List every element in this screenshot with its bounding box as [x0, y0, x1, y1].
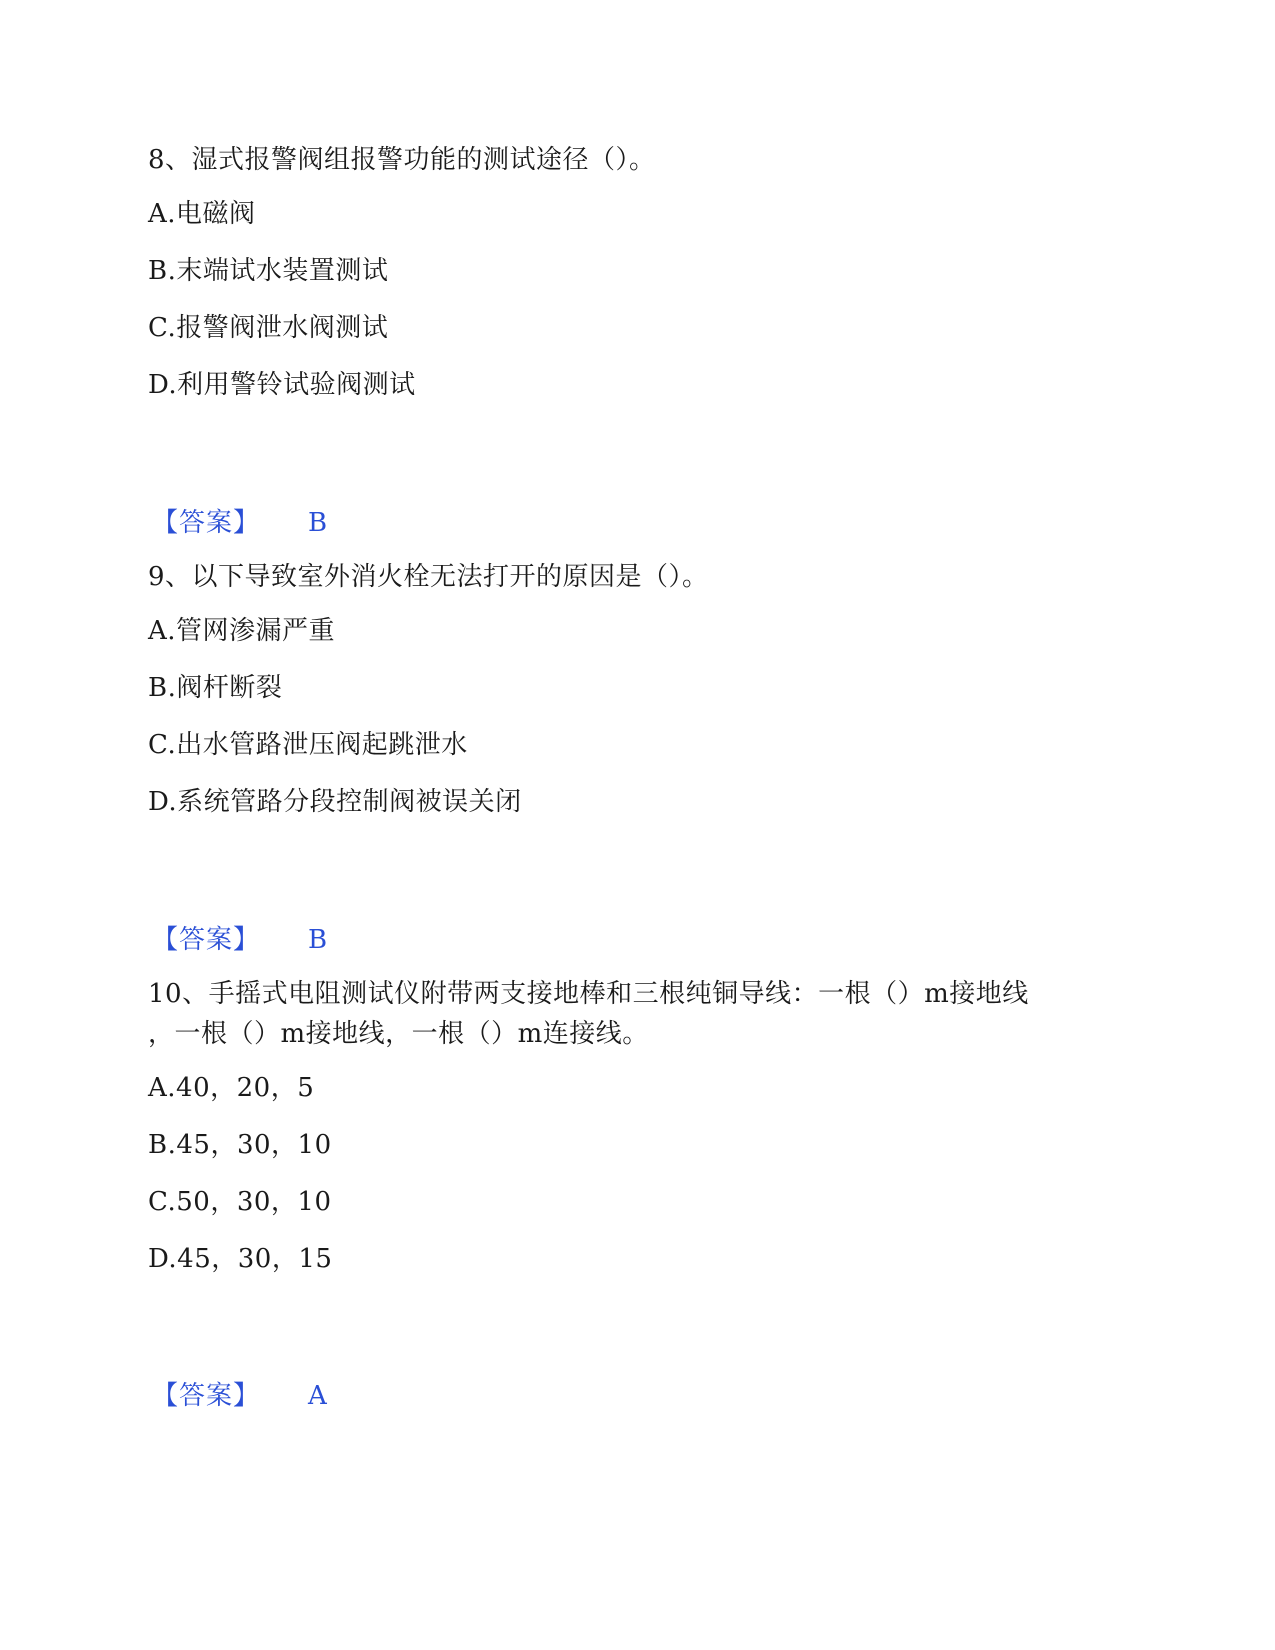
answer-label: 【答案】: [152, 1381, 261, 1411]
option-c: C.报警阀泄水阀测试: [148, 313, 389, 343]
answer-label: 【答案】: [152, 508, 261, 538]
question-9: [148, 557, 1128, 839]
question-stem-line-1: 10、手摇式电阻测试仪附带两支接地棒和三根纯铜导线：一根（）m接地线: [148, 979, 1029, 1009]
question-8: [148, 140, 1128, 422]
question-10: [148, 974, 1128, 1296]
option-d: D.利用警铃试验阀测试: [148, 370, 416, 400]
option-b: B.末端试水装置测试: [148, 256, 389, 286]
answer-label: 【答案】: [152, 925, 261, 955]
option-c: C.出水管路泄压阀起跳泄水: [148, 730, 468, 760]
option-b: B.45，30，10: [148, 1130, 332, 1160]
option-d: D.45，30，15: [148, 1244, 333, 1274]
option-c: C.50，30，10: [148, 1187, 332, 1217]
option-d: D.系统管路分段控制阀被误关闭: [148, 787, 522, 817]
option-a: A.管网渗漏严重: [148, 616, 336, 646]
option-a: A.电磁阀: [148, 199, 256, 229]
question-stem: 8、湿式报警阀组报警功能的测试途径（）。: [148, 145, 656, 175]
question-stem: 9、以下导致室外消火栓无法打开的原因是（）。: [148, 562, 709, 592]
answer-8: [152, 503, 327, 543]
answer-9: [152, 920, 327, 960]
answer-value: B: [308, 508, 328, 538]
option-b: B.阀杆断裂: [148, 673, 283, 703]
answer-value: A: [308, 1381, 327, 1411]
answer-10: [152, 1376, 327, 1416]
option-a: A.40，20，5: [148, 1073, 315, 1103]
question-stem-line-2: ，一根（）m接地线，一根（）m连接线。: [148, 1019, 649, 1049]
answer-value: B: [308, 925, 328, 955]
